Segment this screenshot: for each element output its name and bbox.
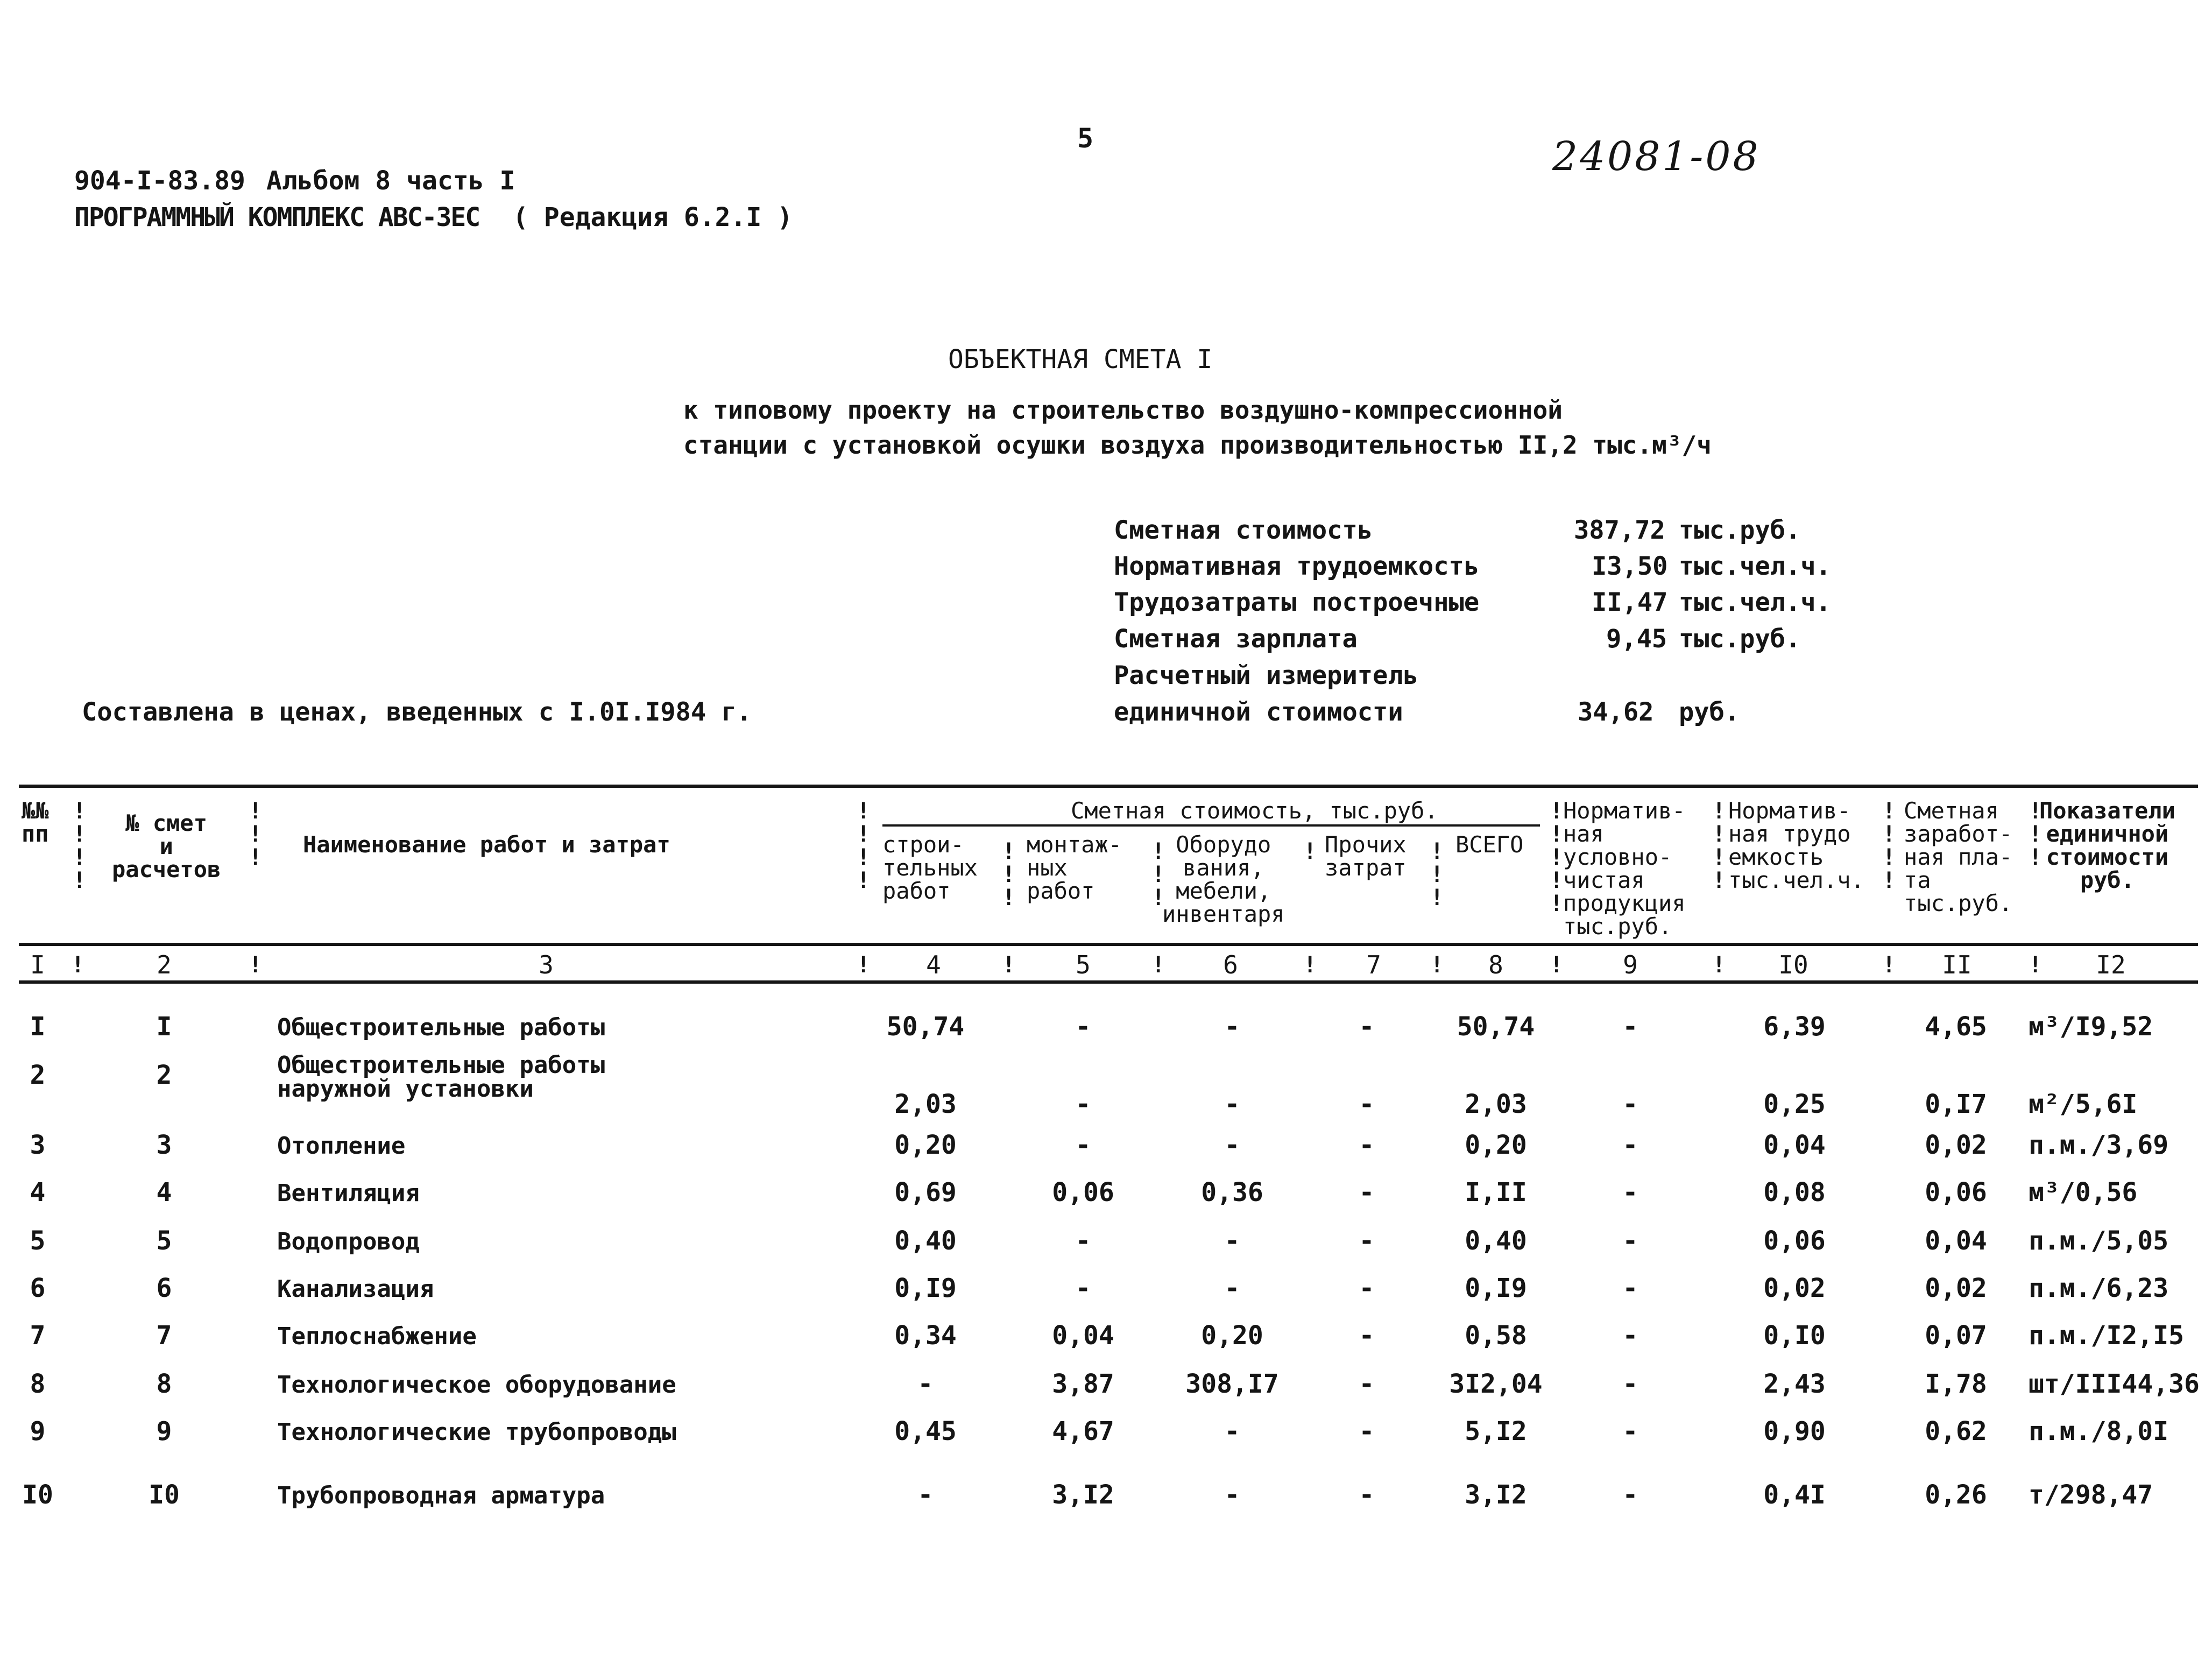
- column-number-separator: !: [1550, 951, 1564, 978]
- row-cell-c7: -: [1359, 1130, 1375, 1160]
- column-number: 5: [1076, 950, 1091, 979]
- row-cell-ref: 8: [156, 1369, 172, 1399]
- row-work-name: Теплоснабжение: [277, 1323, 477, 1350]
- row-cell-c4: 0,40: [894, 1226, 957, 1256]
- summary-label: Трудозатраты построечные: [1114, 588, 1480, 617]
- summary-unit: тыс.чел.ч.: [1679, 552, 1831, 581]
- row-cell-c11: I,78: [1925, 1369, 1987, 1399]
- column-number: 6: [1223, 950, 1238, 979]
- album-label: Альбом 8 часть I: [266, 166, 515, 196]
- row-cell-c8: 50,74: [1457, 1012, 1535, 1042]
- column-number-separator: !: [1002, 951, 1016, 978]
- summary-label: Расчетный измеритель: [1114, 661, 1418, 690]
- row-work-name: Канализация: [277, 1275, 434, 1303]
- header-separator: ! ! ! !: [73, 797, 87, 893]
- column-number-separator: !: [2029, 951, 2043, 978]
- row-work-name: Вентиляция: [277, 1180, 420, 1207]
- row-cell-c10: 2,43: [1763, 1369, 1826, 1399]
- row-cell-c11: 4,65: [1925, 1012, 1987, 1042]
- row-cell-c11: 0,02: [1925, 1130, 1987, 1160]
- row-cell-c11: 0,07: [1925, 1321, 1987, 1351]
- row-work-name: Общестроительные работы наружной установки: [277, 1051, 605, 1103]
- row-cell-c8: 3,I2: [1465, 1480, 1527, 1510]
- row-cell-c12: п.м./6,23: [2029, 1273, 2169, 1303]
- row-cell-c10: 6,39: [1763, 1012, 1826, 1042]
- row-cell-c10: 0,04: [1763, 1130, 1826, 1160]
- row-cell-c6: -: [1224, 1012, 1240, 1042]
- summary-value: II,47: [1592, 588, 1668, 617]
- row-cell-c9: -: [1622, 1089, 1638, 1119]
- summary-label: Нормативная трудоемкость: [1114, 552, 1480, 581]
- column-number-separator: !: [1712, 951, 1726, 978]
- row-cell-c5: 0,04: [1052, 1321, 1114, 1351]
- row-cell-c7: -: [1359, 1416, 1375, 1446]
- header-total: ВСЕГО: [1455, 831, 1524, 858]
- header-installation: монтаж- ных работ: [1027, 831, 1122, 904]
- header-separator: ! ! ! ! !: [1550, 797, 1564, 916]
- row-cell-c12: шт/III44,36: [2029, 1369, 2200, 1399]
- header-separator: ! ! !: [1002, 838, 1016, 910]
- row-cell-n: 6: [30, 1273, 46, 1303]
- row-cell-c4: -: [917, 1480, 934, 1510]
- column-number: 2: [157, 950, 172, 979]
- header-bottom-rule: [19, 943, 2198, 946]
- row-cell-ref: 5: [156, 1226, 172, 1256]
- row-cell-c10: 0,I0: [1763, 1321, 1826, 1351]
- row-cell-c7: -: [1359, 1177, 1375, 1208]
- document-title: ОБЪЕКТНАЯ СМЕТА I: [948, 344, 1213, 375]
- row-cell-c5: 3,87: [1052, 1369, 1114, 1399]
- row-cell-c4: 0,69: [894, 1177, 957, 1208]
- row-cell-c9: -: [1622, 1321, 1638, 1351]
- header-unit-cost: Показатели единичной стоимости руб.: [2039, 797, 2175, 893]
- row-cell-c4: 0,I9: [894, 1273, 957, 1303]
- summary-label: единичной стоимости: [1114, 697, 1403, 727]
- row-cell-c9: -: [1622, 1177, 1638, 1208]
- document-subtitle-line-1: к типовому проекту на строительство воздушно-компрессионной: [683, 396, 1563, 425]
- row-cell-c9: -: [1622, 1226, 1638, 1256]
- row-cell-c9: -: [1622, 1130, 1638, 1160]
- row-cell-c6: -: [1224, 1480, 1240, 1510]
- header-estimate-ref: № смет и расчетов: [112, 810, 221, 883]
- row-cell-ref: 3: [156, 1130, 172, 1160]
- row-cell-c8: 5,I2: [1465, 1416, 1527, 1446]
- header-construction: строи- тельных работ: [882, 831, 978, 904]
- header-separator: ! ! !: [1430, 838, 1444, 910]
- row-cell-n: I0: [22, 1480, 53, 1510]
- row-cell-n: 5: [30, 1226, 46, 1256]
- summary-label: Сметная стоимость: [1114, 516, 1373, 545]
- summary-unit: тыс.руб.: [1679, 624, 1801, 654]
- row-cell-c6: -: [1224, 1130, 1240, 1160]
- row-cell-c6: -: [1224, 1089, 1240, 1119]
- column-number-separator: !: [249, 951, 263, 978]
- row-cell-c10: 0,02: [1763, 1273, 1826, 1303]
- row-cell-c12: п.м./I2,I5: [2029, 1321, 2184, 1351]
- row-cell-c8: 0,I9: [1465, 1273, 1527, 1303]
- row-cell-ref: 7: [156, 1321, 172, 1351]
- row-cell-c11: 0,62: [1925, 1416, 1987, 1446]
- row-cell-c10: 0,08: [1763, 1177, 1826, 1208]
- row-cell-c9: -: [1622, 1273, 1638, 1303]
- header-separator: ! ! !: [1151, 838, 1165, 910]
- header-row-number: №№ пп: [22, 797, 49, 847]
- row-cell-c4: -: [917, 1369, 934, 1399]
- row-work-name: Водопровод: [277, 1228, 420, 1255]
- header-separator: ! ! !: [249, 797, 263, 870]
- row-cell-ref: I: [156, 1012, 172, 1042]
- row-cell-n: 9: [30, 1416, 46, 1446]
- row-cell-c11: 0,02: [1925, 1273, 1987, 1303]
- group-header-underline: [882, 824, 1540, 827]
- row-cell-c4: 2,03: [894, 1089, 957, 1119]
- row-cell-c6: -: [1224, 1416, 1240, 1446]
- header-separator: ! ! ! !: [1712, 797, 1726, 893]
- row-cell-c7: -: [1359, 1369, 1375, 1399]
- header-wages: Сметная заработ- ная пла- та тыс.руб.: [1904, 797, 2013, 916]
- summary-unit: тыс.руб.: [1679, 516, 1801, 545]
- row-cell-c10: 0,90: [1763, 1416, 1826, 1446]
- column-number: I0: [1778, 950, 1808, 979]
- row-cell-c7: -: [1359, 1321, 1375, 1351]
- row-cell-n: 4: [30, 1177, 46, 1208]
- handwritten-stamp-number: 24081-08: [1552, 133, 1761, 180]
- row-cell-c9: -: [1622, 1369, 1638, 1399]
- header-work-name: Наименование работ и затрат: [303, 831, 670, 858]
- row-cell-c5: -: [1075, 1226, 1091, 1256]
- row-cell-c6: 0,36: [1201, 1177, 1263, 1208]
- row-cell-c10: 0,25: [1763, 1089, 1826, 1119]
- row-cell-ref: 2: [156, 1060, 172, 1090]
- row-cell-c5: -: [1075, 1089, 1091, 1119]
- row-cell-c6: -: [1224, 1273, 1240, 1303]
- column-number: I2: [2096, 950, 2126, 979]
- column-number: 8: [1488, 950, 1503, 979]
- column-number-separator: !: [1430, 951, 1444, 978]
- summary-unit: тыс.чел.ч.: [1679, 588, 1831, 617]
- row-cell-c4: 50,74: [886, 1012, 965, 1042]
- row-work-name: Технологическое оборудование: [277, 1371, 676, 1399]
- column-number: I: [30, 950, 45, 979]
- row-work-name: Общестроительные работы: [277, 1014, 605, 1041]
- header-separator: !: [1303, 838, 1317, 864]
- row-cell-c5: 0,06: [1052, 1177, 1114, 1208]
- header-separator: ! ! ! !: [1882, 797, 1896, 893]
- row-cell-c10: 0,4I: [1763, 1480, 1826, 1510]
- row-cell-c6: 0,20: [1201, 1321, 1263, 1351]
- row-cell-c4: 0,20: [894, 1130, 957, 1160]
- row-cell-c7: -: [1359, 1273, 1375, 1303]
- column-number: 9: [1623, 950, 1638, 979]
- header-net-product: Норматив- ная условно- чистая продукция тыс.руб.: [1563, 797, 1686, 940]
- column-number-separator: !: [1303, 951, 1317, 978]
- row-cell-c8: 2,03: [1465, 1089, 1527, 1119]
- column-number: 3: [539, 950, 554, 979]
- row-work-name: Технологические трубопроводы: [277, 1418, 676, 1446]
- row-cell-c5: -: [1075, 1012, 1091, 1042]
- row-cell-ref: 9: [156, 1416, 172, 1446]
- document-code: 904-I-83.89: [74, 166, 245, 196]
- row-cell-c4: 0,34: [894, 1321, 957, 1351]
- row-cell-c8: I,II: [1465, 1177, 1527, 1208]
- row-cell-n: 3: [30, 1130, 46, 1160]
- header-cost-group: Сметная стоимость, тыс.руб.: [1071, 797, 1438, 824]
- column-number-separator: !: [1882, 951, 1896, 978]
- row-cell-n: 8: [30, 1369, 46, 1399]
- table-top-rule: [19, 785, 2198, 788]
- page-number: 5: [1077, 123, 1094, 154]
- row-cell-c12: п.м./3,69: [2029, 1130, 2169, 1160]
- row-cell-c8: 3I2,04: [1449, 1369, 1543, 1399]
- row-cell-c11: 0,26: [1925, 1480, 1987, 1510]
- summary-unit: руб.: [1679, 697, 1740, 727]
- header-labor-intensity: Норматив- ная трудо емкость тыс.чел.ч.: [1728, 797, 1864, 893]
- row-cell-ref: 4: [156, 1177, 172, 1208]
- column-number-separator: !: [1151, 951, 1165, 978]
- row-cell-c8: 0,58: [1465, 1321, 1527, 1351]
- row-cell-c12: п.м./8,0I: [2029, 1416, 2169, 1446]
- row-cell-c7: -: [1359, 1089, 1375, 1119]
- edition-label: ( Редакция 6.2.I ): [513, 202, 793, 232]
- row-cell-c5: -: [1075, 1273, 1091, 1303]
- row-cell-c5: 4,67: [1052, 1416, 1114, 1446]
- document-subtitle-line-2: станции с установкой осушки воздуха производительностью II,2 тыс.м³/ч: [683, 430, 1712, 460]
- header-separator: ! ! !: [2029, 797, 2043, 870]
- prices-note: Составлена в ценах, введенных с I.0I.I984 г.: [82, 697, 752, 727]
- summary-value: I3,50: [1592, 552, 1668, 581]
- column-number-separator: !: [71, 951, 85, 978]
- row-cell-c5: 3,I2: [1052, 1480, 1114, 1510]
- row-cell-n: 2: [30, 1060, 46, 1090]
- summary-value: 34,62: [1578, 697, 1654, 727]
- summary-value: 9,45: [1606, 624, 1667, 654]
- row-cell-c9: -: [1622, 1012, 1638, 1042]
- row-cell-c12: п.м./5,05: [2029, 1226, 2169, 1256]
- header-equipment: Оборудо вания, мебели, инвентаря: [1162, 831, 1285, 927]
- column-number: II: [1942, 950, 1972, 979]
- row-cell-c4: 0,45: [894, 1416, 957, 1446]
- row-work-name: Трубопроводная арматура: [277, 1482, 605, 1509]
- column-number: 4: [926, 950, 941, 979]
- row-cell-n: I: [30, 1012, 46, 1042]
- column-numbers-bottom-rule: [19, 980, 2198, 984]
- row-cell-c12: м³/0,56: [2029, 1177, 2138, 1208]
- row-cell-c12: м³/I9,52: [2029, 1012, 2153, 1042]
- summary-value: 387,72: [1574, 516, 1665, 545]
- row-cell-c6: 308,I7: [1185, 1369, 1279, 1399]
- column-number: 7: [1366, 950, 1381, 979]
- row-cell-c7: -: [1359, 1226, 1375, 1256]
- row-cell-ref: I0: [149, 1480, 180, 1510]
- row-cell-c11: 0,04: [1925, 1226, 1987, 1256]
- row-cell-n: 7: [30, 1321, 46, 1351]
- row-cell-c5: -: [1075, 1130, 1091, 1160]
- row-cell-c12: т/298,47: [2029, 1480, 2153, 1510]
- header-separator: ! ! ! !: [857, 797, 871, 893]
- row-cell-c8: 0,40: [1465, 1226, 1527, 1256]
- row-cell-c6: -: [1224, 1226, 1240, 1256]
- row-cell-c7: -: [1359, 1480, 1375, 1510]
- column-number-separator: !: [857, 951, 871, 978]
- row-cell-c9: -: [1622, 1480, 1638, 1510]
- row-cell-c9: -: [1622, 1416, 1638, 1446]
- summary-label: Сметная зарплата: [1114, 624, 1358, 654]
- row-cell-c8: 0,20: [1465, 1130, 1527, 1160]
- row-work-name: Отопление: [277, 1132, 406, 1160]
- header-other: Прочих затрат: [1325, 831, 1407, 881]
- row-cell-c10: 0,06: [1763, 1226, 1826, 1256]
- row-cell-c11: 0,06: [1925, 1177, 1987, 1208]
- row-cell-c7: -: [1359, 1012, 1375, 1042]
- row-cell-c12: м²/5,6I: [2029, 1089, 2138, 1119]
- row-cell-c11: 0,I7: [1925, 1089, 1987, 1119]
- row-cell-ref: 6: [156, 1273, 172, 1303]
- program-name: ПРОГРАММНЫЙ КОМПЛЕКС АВС-ЗЕС: [74, 202, 480, 232]
